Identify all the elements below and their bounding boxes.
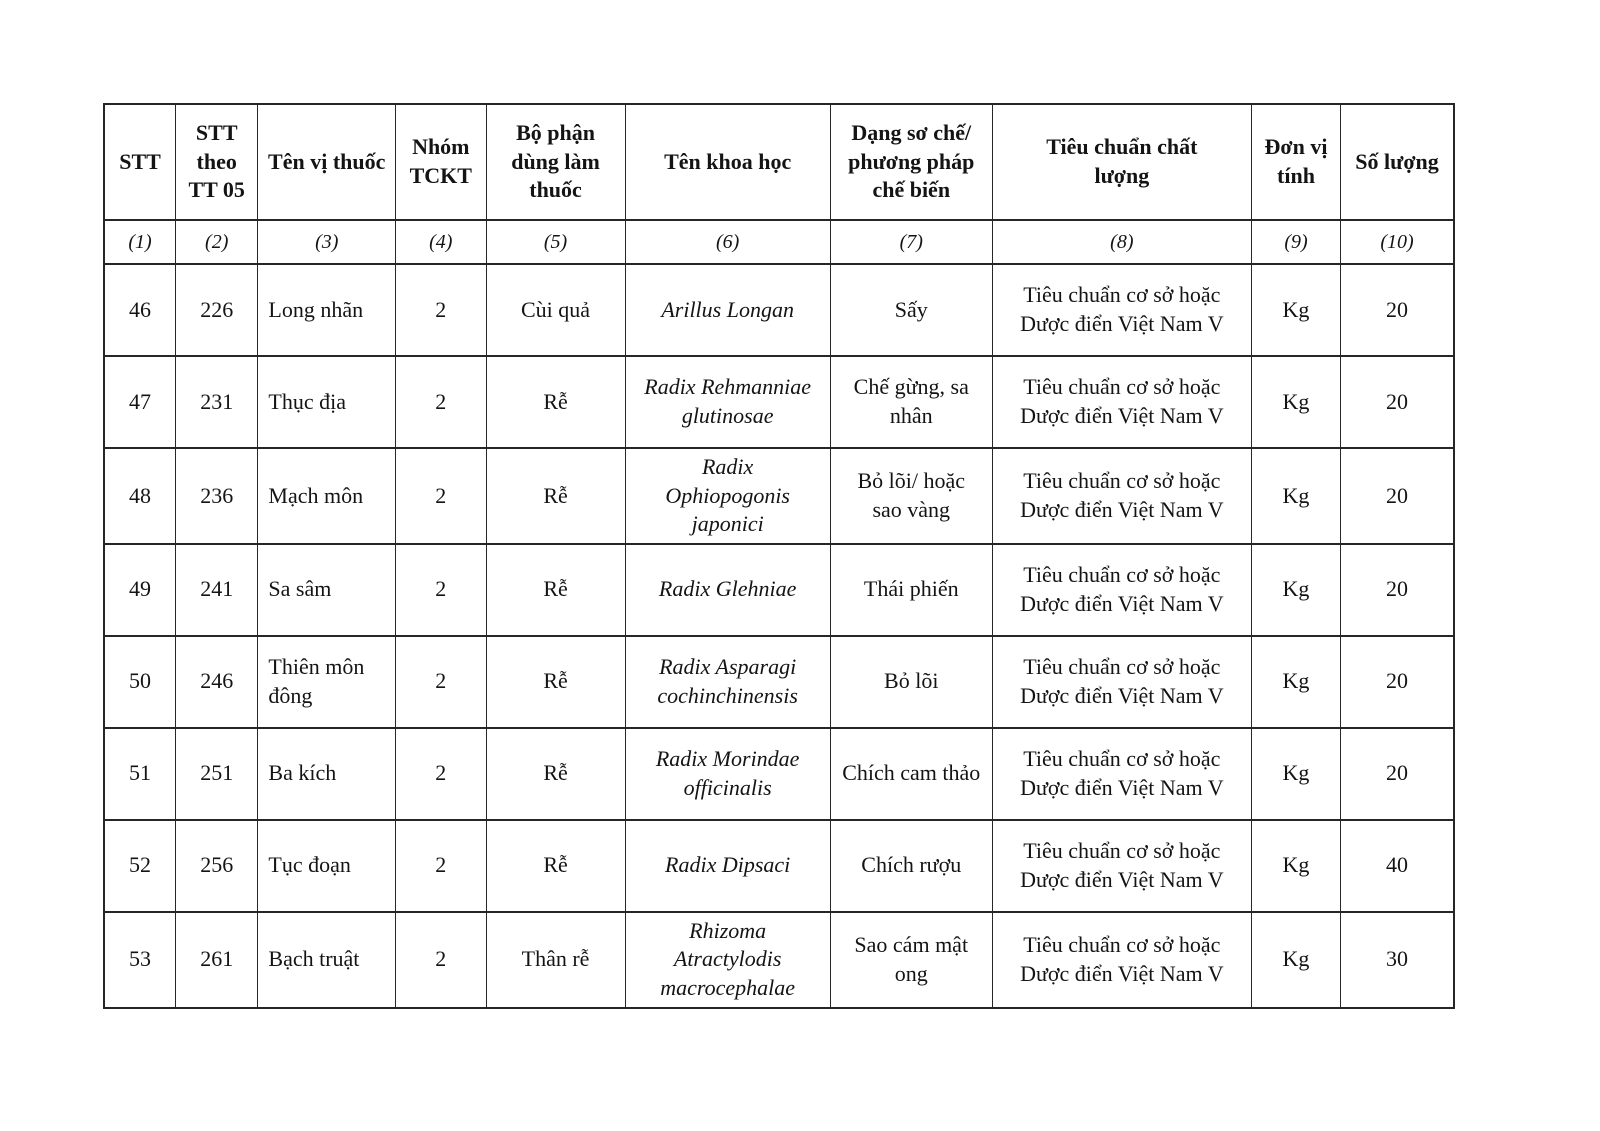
column-number: (1) — [104, 220, 176, 264]
cell-so-luong: 40 — [1341, 820, 1454, 912]
cell-stt-tt05: 226 — [176, 264, 258, 356]
cell-ten-vi-thuoc: Bạch truật — [258, 912, 396, 1008]
cell-so-luong: 20 — [1341, 264, 1454, 356]
cell-stt-tt05: 261 — [176, 912, 258, 1008]
cell-nhom-tckt: 2 — [396, 912, 486, 1008]
cell-so-luong: 20 — [1341, 728, 1454, 820]
cell-nhom-tckt: 2 — [396, 264, 486, 356]
column-header-stt-tt05: STT theo TT 05 — [176, 104, 258, 220]
cell-don-vi: Kg — [1251, 448, 1340, 544]
cell-stt-tt05: 236 — [176, 448, 258, 544]
cell-tieu-chuan: Tiêu chuẩn cơ sở hoặc Dược điển Việt Nam V — [992, 544, 1251, 636]
cell-ten-khoa-hoc: Radix Glehniae — [625, 544, 830, 636]
cell-ten-vi-thuoc: Ba kích — [258, 728, 396, 820]
cell-so-che: Sấy — [830, 264, 992, 356]
column-header-ten-khoa-hoc: Tên khoa học — [625, 104, 830, 220]
cell-tieu-chuan: Tiêu chuẩn cơ sở hoặc Dược điển Việt Nam V — [992, 448, 1251, 544]
cell-don-vi: Kg — [1251, 544, 1340, 636]
cell-bo-phan: Thân rễ — [486, 912, 625, 1008]
table-row — [104, 264, 1454, 356]
cell-so-luong: 20 — [1341, 448, 1454, 544]
cell-so-che: Chích cam thảo — [830, 728, 992, 820]
herbal-medicine-table — [103, 103, 1455, 1009]
column-number: (6) — [625, 220, 830, 264]
column-number: (3) — [258, 220, 396, 264]
column-header-don-vi: Đơn vị tính — [1251, 104, 1340, 220]
cell-ten-khoa-hoc: Rhizoma Atractylodis macrocephalae — [625, 912, 830, 1008]
column-header-nhom-tckt: Nhóm TCKT — [396, 104, 486, 220]
cell-nhom-tckt: 2 — [396, 356, 486, 448]
column-header-tieu-chuan: Tiêu chuẩn chất lượng — [992, 104, 1251, 220]
cell-stt-tt05: 256 — [176, 820, 258, 912]
cell-ten-khoa-hoc: Radix Asparagi cochinchinensis — [625, 636, 830, 728]
cell-ten-vi-thuoc: Thiên môn đông — [258, 636, 396, 728]
cell-bo-phan: Rễ — [486, 636, 625, 728]
cell-so-che: Bỏ lõi — [830, 636, 992, 728]
cell-stt: 53 — [104, 912, 176, 1008]
column-number: (10) — [1341, 220, 1454, 264]
cell-ten-vi-thuoc: Mạch môn — [258, 448, 396, 544]
cell-don-vi: Kg — [1251, 264, 1340, 356]
column-number: (4) — [396, 220, 486, 264]
column-header-bo-phan: Bộ phận dùng làm thuốc — [486, 104, 625, 220]
cell-bo-phan: Rễ — [486, 820, 625, 912]
table-row — [104, 820, 1454, 912]
cell-ten-khoa-hoc: Radix Rehmanniae glutinosae — [625, 356, 830, 448]
cell-so-che: Chế gừng, sa nhân — [830, 356, 992, 448]
table-row — [104, 636, 1454, 728]
cell-stt: 50 — [104, 636, 176, 728]
cell-so-che: Sao cám mật ong — [830, 912, 992, 1008]
cell-so-luong: 20 — [1341, 356, 1454, 448]
cell-stt: 51 — [104, 728, 176, 820]
cell-don-vi: Kg — [1251, 356, 1340, 448]
cell-stt-tt05: 251 — [176, 728, 258, 820]
cell-stt: 52 — [104, 820, 176, 912]
column-header-so-luong: Số lượng — [1341, 104, 1454, 220]
cell-don-vi: Kg — [1251, 820, 1340, 912]
cell-ten-khoa-hoc: Radix Dipsaci — [625, 820, 830, 912]
cell-ten-khoa-hoc: Radix Morindae officinalis — [625, 728, 830, 820]
cell-so-luong: 20 — [1341, 636, 1454, 728]
cell-stt: 47 — [104, 356, 176, 448]
cell-stt: 46 — [104, 264, 176, 356]
column-number: (7) — [830, 220, 992, 264]
cell-nhom-tckt: 2 — [396, 728, 486, 820]
cell-so-che: Bỏ lõi/ hoặc sao vàng — [830, 448, 992, 544]
column-number-row — [104, 220, 1454, 264]
cell-stt: 49 — [104, 544, 176, 636]
column-header-ten-vi-thuoc: Tên vị thuốc — [258, 104, 396, 220]
column-number: (2) — [176, 220, 258, 264]
column-header-stt: STT — [104, 104, 176, 220]
column-number: (8) — [992, 220, 1251, 264]
table-row — [104, 912, 1454, 1008]
cell-tieu-chuan: Tiêu chuẩn cơ sở hoặc Dược điển Việt Nam V — [992, 264, 1251, 356]
cell-tieu-chuan: Tiêu chuẩn cơ sở hoặc Dược điển Việt Nam V — [992, 820, 1251, 912]
cell-bo-phan: Rễ — [486, 544, 625, 636]
cell-stt-tt05: 241 — [176, 544, 258, 636]
column-number: (9) — [1251, 220, 1340, 264]
cell-ten-vi-thuoc: Sa sâm — [258, 544, 396, 636]
cell-nhom-tckt: 2 — [396, 544, 486, 636]
cell-ten-vi-thuoc: Thục địa — [258, 356, 396, 448]
cell-nhom-tckt: 2 — [396, 820, 486, 912]
cell-tieu-chuan: Tiêu chuẩn cơ sở hoặc Dược điển Việt Nam V — [992, 728, 1251, 820]
cell-stt: 48 — [104, 448, 176, 544]
cell-tieu-chuan: Tiêu chuẩn cơ sở hoặc Dược điển Việt Nam V — [992, 636, 1251, 728]
cell-stt-tt05: 231 — [176, 356, 258, 448]
cell-bo-phan: Rễ — [486, 728, 625, 820]
cell-ten-vi-thuoc: Long nhãn — [258, 264, 396, 356]
cell-bo-phan: Rễ — [486, 448, 625, 544]
cell-tieu-chuan: Tiêu chuẩn cơ sở hoặc Dược điển Việt Nam V — [992, 912, 1251, 1008]
cell-nhom-tckt: 2 — [396, 636, 486, 728]
table-row — [104, 728, 1454, 820]
cell-don-vi: Kg — [1251, 636, 1340, 728]
cell-ten-vi-thuoc: Tục đoạn — [258, 820, 396, 912]
table-row — [104, 448, 1454, 544]
cell-nhom-tckt: 2 — [396, 448, 486, 544]
cell-don-vi: Kg — [1251, 912, 1340, 1008]
column-number: (5) — [486, 220, 625, 264]
column-header-so-che: Dạng sơ chế/ phương pháp chế biến — [830, 104, 992, 220]
cell-don-vi: Kg — [1251, 728, 1340, 820]
cell-so-che: Thái phiến — [830, 544, 992, 636]
table-row — [104, 356, 1454, 448]
cell-so-che: Chích rượu — [830, 820, 992, 912]
cell-stt-tt05: 246 — [176, 636, 258, 728]
table-row — [104, 544, 1454, 636]
cell-so-luong: 20 — [1341, 544, 1454, 636]
header-row — [104, 104, 1454, 220]
cell-tieu-chuan: Tiêu chuẩn cơ sở hoặc Dược điển Việt Nam V — [992, 356, 1251, 448]
cell-ten-khoa-hoc: Radix Ophiopogonis japonici — [625, 448, 830, 544]
cell-bo-phan: Rễ — [486, 356, 625, 448]
cell-so-luong: 30 — [1341, 912, 1454, 1008]
cell-bo-phan: Cùi quả — [486, 264, 625, 356]
cell-ten-khoa-hoc: Arillus Longan — [625, 264, 830, 356]
